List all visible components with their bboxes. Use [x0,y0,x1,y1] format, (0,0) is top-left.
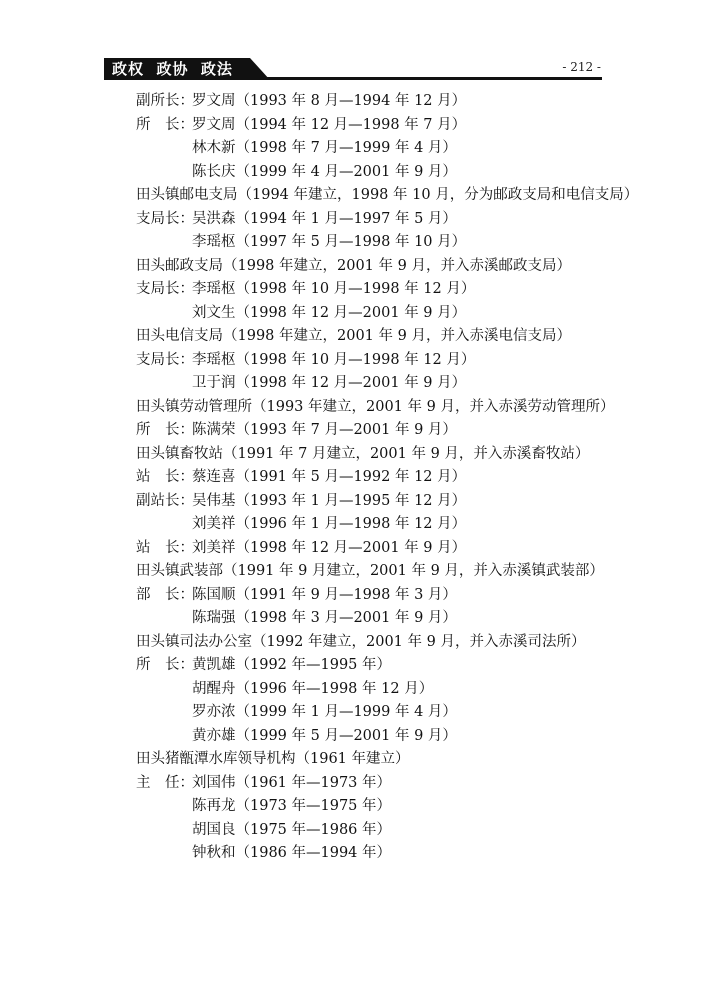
org-heading-line [0,443,707,467]
text-line [0,607,707,631]
entry-text: 罗文周（1993 年 8 月—1994 年 12 月） [192,93,467,109]
text-line [0,490,707,514]
org-heading-line [0,396,707,420]
org-heading: 田头邮政支局（1998 年建立，2001 年 9 月，并入赤溪邮政支局） [136,257,571,274]
org-heading: 田头镇畜牧站（1991 年 7 月建立，2001 年 9 月，并入赤溪畜牧站） [136,445,590,462]
position-label: 副站长： [136,492,194,509]
text-line [0,466,707,490]
page-header [0,0,707,90]
text-line [0,114,707,138]
text-line [0,208,707,232]
text-line [0,302,707,326]
entry-text: 林木新（1998 年 7 月—1999 年 4 月） [192,140,457,156]
org-heading: 田头猪甑潭水库领导机构（1961 年建立） [136,751,410,767]
position-label: 站 长： [136,469,194,485]
text-line [0,372,707,396]
entry-text: 李瑶枢（1997 年 5 月—1998 年 10 月） [192,234,467,250]
position-label: 站 长： [136,539,194,556]
text-line [0,795,707,819]
text-line [0,537,707,561]
entry-text: 陈再龙（1973 年—1975 年） [192,798,392,814]
entry-text: 罗亦浓（1999 年 1 月—1999 年 4 月） [192,704,457,720]
page-body [0,90,707,866]
text-line [0,819,707,843]
entry-text: 胡醒舟（1996 年—1998 年 12 月） [192,680,434,697]
org-heading: 田头镇邮电支局（1994 年建立，1998 年 10 月，分为邮政支局和电信支局） [136,187,639,203]
position-label: 所 长： [136,116,194,133]
entry-text: 李瑶枢（1998 年 10 月—1998 年 12 月） [192,281,476,297]
entry-text: 陈长庆（1999 年 4 月—2001 年 9 月） [192,163,457,180]
section-title: 政权 政协 政法 [112,60,233,78]
entry-text: 陈瑞强（1998 年 3 月—2001 年 9 月） [192,610,457,626]
text-line [0,584,707,608]
text-line [0,419,707,443]
text-line [0,161,707,185]
org-heading: 田头镇劳动管理所（1993 年建立，2001 年 9 月，并入赤溪劳动管理所） [136,398,615,415]
entry-text: 刘美祥（1998 年 12 月—2001 年 9 月） [192,539,467,556]
position-label: 支局长： [136,351,194,368]
position-label: 所 长： [136,422,194,438]
text-line [0,678,707,702]
text-line [0,90,707,114]
position-label: 主 任： [136,774,194,791]
text-line [0,513,707,537]
org-heading-line [0,325,707,349]
org-heading: 田头镇武装部（1991 年 9 月建立，2001 年 9 月，并入赤溪镇武装部） [136,563,604,579]
entry-text: 黄亦雄（1999 年 5 月—2001 年 9 月） [192,727,457,744]
org-heading-line [0,255,707,279]
entry-text: 吴洪森（1994 年 1 月—1997 年 5 月） [192,210,457,227]
entry-text: 陈国顺（1991 年 9 月—1998 年 3 月） [192,586,457,603]
org-heading: 田头电信支局（1998 年建立，2001 年 9 月，并入赤溪电信支局） [136,328,571,344]
text-line [0,278,707,302]
entry-text: 卫于润（1998 年 12 月—2001 年 9 月） [192,375,467,391]
entry-text: 吴伟基（1993 年 1 月—1995 年 12 月） [192,492,467,509]
org-heading-line [0,560,707,584]
entry-text: 罗文周（1994 年 12 月—1998 年 7 月） [192,116,467,133]
org-heading-line [0,184,707,208]
text-line [0,725,707,749]
text-line [0,137,707,161]
org-heading: 田头镇司法办公室（1992 年建立，2001 年 9 月，并入赤溪司法所） [136,633,586,650]
position-label: 部 长： [136,586,194,603]
text-line [0,842,707,866]
entry-text: 刘美祥（1996 年 1 月—1998 年 12 月） [192,516,467,532]
entry-text: 胡国良（1975 年—1986 年） [192,821,392,838]
text-line [0,231,707,255]
header-rule [262,77,602,80]
position-label: 支局长： [136,281,194,297]
text-line [0,349,707,373]
entry-text: 陈满荣（1993 年 7 月—2001 年 9 月） [192,422,457,438]
position-label: 副所长： [136,93,194,109]
entry-text: 刘文生（1998 年 12 月—2001 年 9 月） [192,304,467,321]
position-label: 支局长： [136,210,194,227]
entry-text: 刘国伟（1961 年—1973 年） [192,774,392,791]
org-heading-line [0,631,707,655]
org-heading-line [0,748,707,772]
text-line [0,701,707,725]
page-number: - 212 - [562,60,601,74]
entry-text: 蔡连喜（1991 年 5 月—1992 年 12 月） [192,469,467,485]
entry-text: 钟秋和（1986 年—1994 年） [192,845,392,861]
text-line [0,654,707,678]
entry-text: 李瑶枢（1998 年 10 月—1998 年 12 月） [192,351,476,368]
text-line [0,772,707,796]
position-label: 所 长： [136,657,194,673]
entry-text: 黄凯雄（1992 年—1995 年） [192,657,392,673]
